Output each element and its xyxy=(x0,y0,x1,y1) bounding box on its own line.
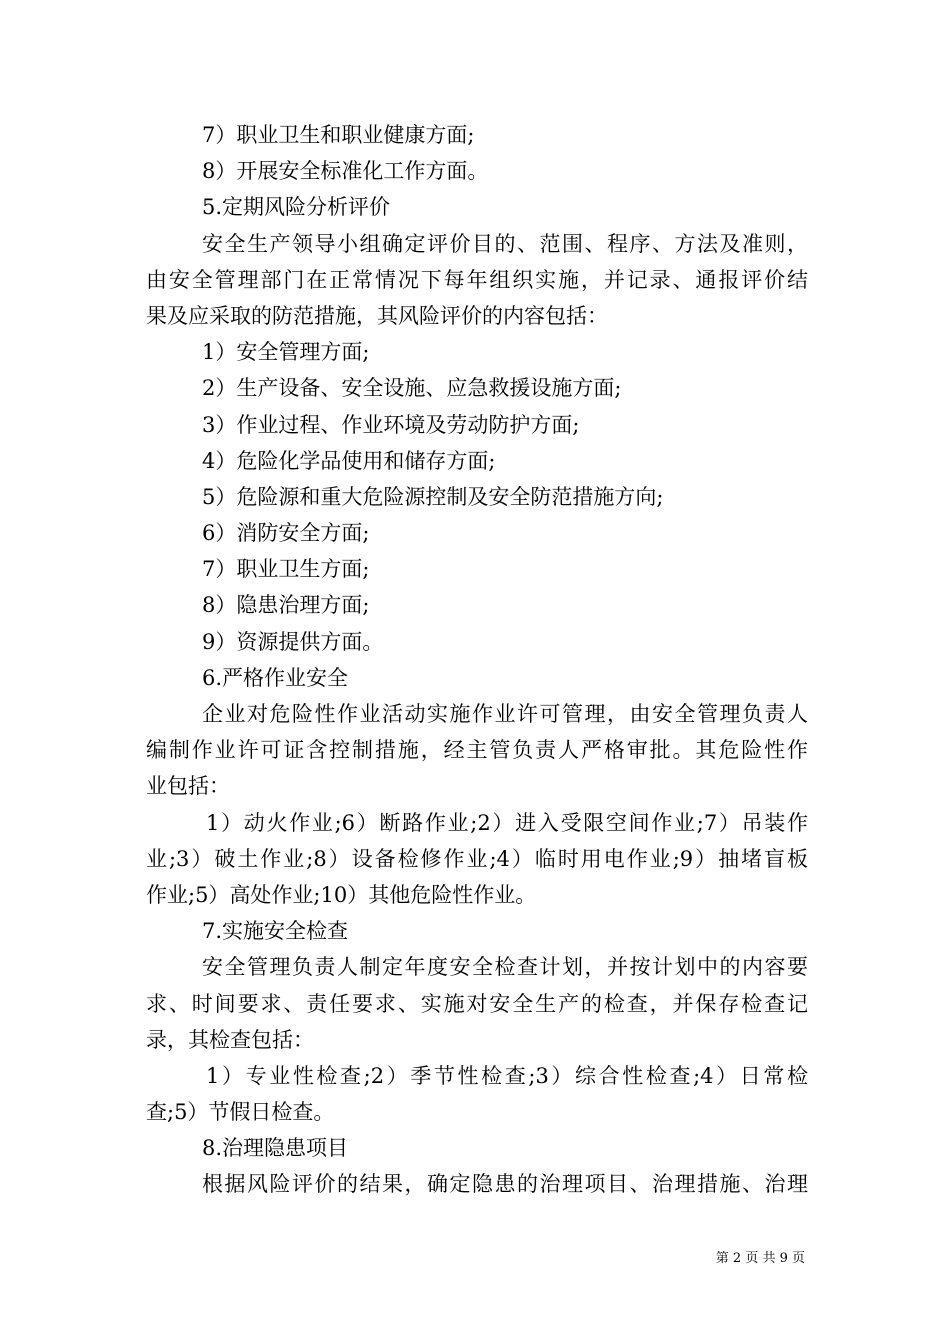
text-line: 编制作业许可证含控制措施，经主管负责人严格审批。其危险性作 xyxy=(146,738,808,763)
text-line: 8.治理隐患项目 xyxy=(202,1136,349,1161)
text-line: 7）职业卫生方面; xyxy=(202,557,370,582)
document-body xyxy=(146,117,808,1203)
text-line: 业;3）破土作业;8）设备检修作业;4）临时用电作业;9）抽堵盲板 xyxy=(146,846,808,871)
text-line: 5.定期风险分析评价 xyxy=(202,195,391,220)
text-line: 7）职业卫生和职业健康方面; xyxy=(202,123,475,147)
text-line: 果及应采取的防范措施，其风险评价的内容包括： xyxy=(146,303,608,328)
text-line: 4）危险化学品使用和储存方面; xyxy=(202,448,496,473)
text-line: 根据风险评价的结果，确定隐患的治理项目、治理措施、治理 xyxy=(202,1172,808,1197)
text-line: 求、时间要求、责任要求、实施对安全生产的检查，并保存检查记 xyxy=(146,991,808,1016)
text-line: 9）资源提供方面。 xyxy=(202,629,384,654)
text-line: 1）动火作业;6）断路作业;2）进入受限空间作业;7）吊装作 xyxy=(206,810,808,835)
text-line: 6.严格作业安全 xyxy=(202,665,349,690)
text-line: 5）危险源和重大危险源控制及安全防范措施方向; xyxy=(202,484,664,509)
text-line: 企业对危险性作业活动实施作业许可管理，由安全管理负责人 xyxy=(202,702,808,726)
text-line: 8）开展安全标准化工作方面。 xyxy=(202,159,489,184)
text-line: 安全管理负责人制定年度安全检查计划，并按计划中的内容要 xyxy=(202,955,808,980)
text-line: 1）专业性检查;2）季节性检查;3）综合性检查;4）日常检 xyxy=(206,1063,808,1088)
text-line: 录，其检查包括： xyxy=(146,1027,314,1052)
text-line: 由安全管理部门在正常情况下每年组织实施，并记录、通报评价结 xyxy=(146,267,808,292)
text-line: 2）生产设备、安全设施、应急救援设施方面; xyxy=(202,376,622,401)
text-line: 作业;5）高处作业;10）其他危险性作业。 xyxy=(146,882,537,907)
page-number: 第 2 页 共 9 页 xyxy=(715,1251,805,1266)
text-line: 安全生产领导小组确定评价目的、范围、程序、方法及准则， xyxy=(202,231,808,256)
text-line: 1）安全管理方面; xyxy=(202,340,370,365)
text-line: 查;5）节假日检查。 xyxy=(146,1100,335,1125)
text-line: 3）作业过程、作业环境及劳动防护方面; xyxy=(202,412,580,437)
text-line: 业包括： xyxy=(146,774,230,799)
text-line: 7.实施安全检查 xyxy=(202,919,349,944)
text-line: 6）消防安全方面; xyxy=(202,521,370,546)
text-line: 8）隐患治理方面; xyxy=(202,593,370,618)
